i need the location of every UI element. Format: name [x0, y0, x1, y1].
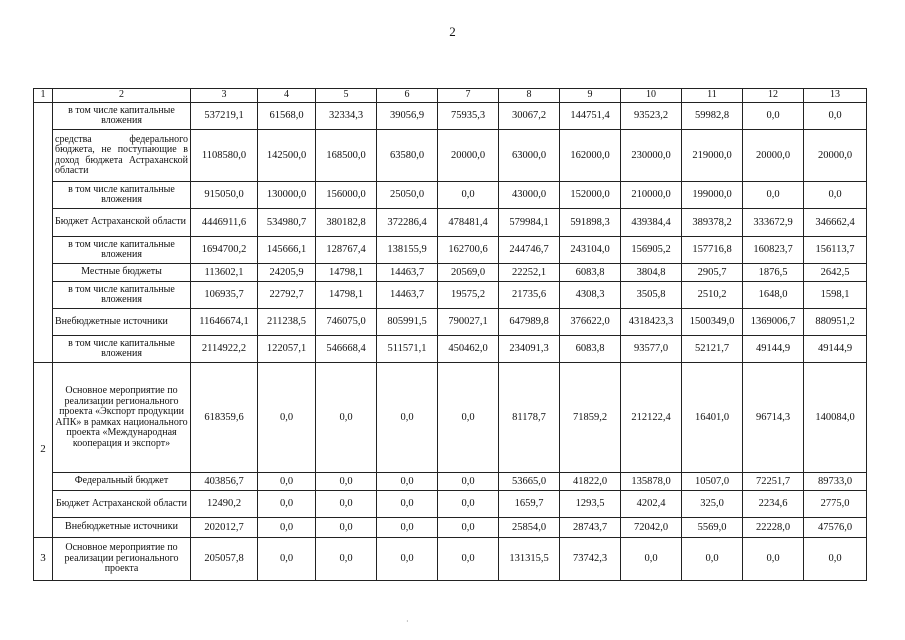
cell-value: 1598,1	[804, 282, 867, 309]
cell-value: 333672,9	[743, 209, 804, 237]
cell-value: 157716,8	[682, 237, 743, 264]
row-group-number: 3	[34, 538, 53, 581]
cell-value: 579984,1	[499, 209, 560, 237]
table-row	[34, 518, 867, 538]
cell-value: 1369006,7	[743, 309, 804, 336]
column-header: 13	[804, 89, 867, 103]
cell-value: 20569,0	[438, 264, 499, 282]
cell-value: 403856,7	[191, 473, 258, 491]
cell-value: 1659,7	[499, 491, 560, 518]
cell-value: 0,0	[258, 363, 316, 473]
cell-value: 0,0	[377, 491, 438, 518]
cell-value: 20000,0	[804, 130, 867, 182]
cell-value: 0,0	[377, 363, 438, 473]
cell-value: 106935,7	[191, 282, 258, 309]
cell-value: 2642,5	[804, 264, 867, 282]
cell-value: 156000,0	[316, 182, 377, 209]
row-label: в том числе капитальные вложения	[53, 182, 191, 209]
cell-value: 11646674,1	[191, 309, 258, 336]
cell-value: 2510,2	[682, 282, 743, 309]
table-row	[34, 264, 867, 282]
cell-value: 244746,7	[499, 237, 560, 264]
cell-value: 75935,3	[438, 103, 499, 130]
cell-value: 30067,2	[499, 103, 560, 130]
cell-value: 122057,1	[258, 336, 316, 363]
cell-value: 130000,0	[258, 182, 316, 209]
cell-value: 144751,4	[560, 103, 621, 130]
cell-value: 14798,1	[316, 264, 377, 282]
cell-value: 1500349,0	[682, 309, 743, 336]
cell-value: 546668,4	[316, 336, 377, 363]
column-header: 11	[682, 89, 743, 103]
cell-value: 19575,2	[438, 282, 499, 309]
column-header: 1	[34, 89, 53, 103]
cell-value: 6083,8	[560, 264, 621, 282]
column-header: 5	[316, 89, 377, 103]
cell-value: 0,0	[804, 103, 867, 130]
cell-value: 145666,1	[258, 237, 316, 264]
cell-value: 880951,2	[804, 309, 867, 336]
cell-value: 0,0	[258, 473, 316, 491]
cell-value: 1694700,2	[191, 237, 258, 264]
cell-value: 202012,7	[191, 518, 258, 538]
cell-value: 14798,1	[316, 282, 377, 309]
table-row	[34, 309, 867, 336]
cell-value: 53665,0	[499, 473, 560, 491]
column-header: 7	[438, 89, 499, 103]
cell-value: 22252,1	[499, 264, 560, 282]
cell-value: 142500,0	[258, 130, 316, 182]
cell-value: 199000,0	[682, 182, 743, 209]
cell-value: 243104,0	[560, 237, 621, 264]
cell-value: 0,0	[377, 538, 438, 581]
row-label: в том числе капитальные вложения	[53, 237, 191, 264]
cell-value: 72251,7	[743, 473, 804, 491]
cell-value: 47576,0	[804, 518, 867, 538]
row-label: Основное мероприятие по реализации регионального проекта «Экспорт продукции АПК» в рамках национального проекта «Международная кооперация и экспорт»	[53, 363, 191, 473]
cell-value: 647989,8	[499, 309, 560, 336]
cell-value: 128767,4	[316, 237, 377, 264]
cell-value: 0,0	[377, 518, 438, 538]
cell-value: 63580,0	[377, 130, 438, 182]
row-label: Основное мероприятие по реализации регионального проекта	[53, 538, 191, 581]
column-header: 10	[621, 89, 682, 103]
cell-value: 210000,0	[621, 182, 682, 209]
cell-value: 32334,3	[316, 103, 377, 130]
cell-value: 93577,0	[621, 336, 682, 363]
cell-value: 234091,3	[499, 336, 560, 363]
cell-value: 49144,9	[804, 336, 867, 363]
cell-value: 0,0	[377, 473, 438, 491]
cell-value: 0,0	[316, 538, 377, 581]
cell-value: 0,0	[743, 182, 804, 209]
row-label: в том числе капитальные вложения	[53, 336, 191, 363]
cell-value: 59982,8	[682, 103, 743, 130]
cell-value: 73742,3	[560, 538, 621, 581]
cell-value: 212122,4	[621, 363, 682, 473]
cell-value: 24205,9	[258, 264, 316, 282]
cell-value: 113602,1	[191, 264, 258, 282]
column-header: 9	[560, 89, 621, 103]
cell-value: 25050,0	[377, 182, 438, 209]
cell-value: 81178,7	[499, 363, 560, 473]
cell-value: 3505,8	[621, 282, 682, 309]
cell-value: 389378,2	[682, 209, 743, 237]
budget-table	[33, 88, 867, 581]
table-row	[34, 237, 867, 264]
cell-value: 138155,9	[377, 237, 438, 264]
cell-value: 0,0	[743, 103, 804, 130]
cell-value: 21735,6	[499, 282, 560, 309]
cell-value: 156113,7	[804, 237, 867, 264]
cell-value: 746075,0	[316, 309, 377, 336]
cell-value: 43000,0	[499, 182, 560, 209]
row-label: Федеральный бюджет	[53, 473, 191, 491]
cell-value: 0,0	[438, 491, 499, 518]
cell-value: 131315,5	[499, 538, 560, 581]
column-header: 2	[53, 89, 191, 103]
cell-value: 0,0	[258, 518, 316, 538]
table-row	[34, 363, 867, 473]
table-row	[34, 182, 867, 209]
column-header-row	[34, 89, 867, 103]
row-group-number	[34, 103, 53, 363]
cell-value: 219000,0	[682, 130, 743, 182]
cell-value: 0,0	[438, 518, 499, 538]
table-row	[34, 103, 867, 130]
table-row	[34, 209, 867, 237]
cell-value: 25854,0	[499, 518, 560, 538]
cell-value: 0,0	[316, 518, 377, 538]
cell-value: 5569,0	[682, 518, 743, 538]
cell-value: 93523,2	[621, 103, 682, 130]
table-row	[34, 491, 867, 518]
cell-value: 4308,3	[560, 282, 621, 309]
cell-value: 152000,0	[560, 182, 621, 209]
cell-value: 89733,0	[804, 473, 867, 491]
cell-value: 0,0	[438, 538, 499, 581]
cell-value: 0,0	[438, 473, 499, 491]
row-label: Местные бюджеты	[53, 264, 191, 282]
cell-value: 0,0	[621, 538, 682, 581]
cell-value: 96714,3	[743, 363, 804, 473]
column-header: 8	[499, 89, 560, 103]
table-row	[34, 130, 867, 182]
cell-value: 71859,2	[560, 363, 621, 473]
cell-value: 2775,0	[804, 491, 867, 518]
column-header: 12	[743, 89, 804, 103]
cell-value: 39056,9	[377, 103, 438, 130]
cell-value: 14463,7	[377, 282, 438, 309]
cell-value: 49144,9	[743, 336, 804, 363]
cell-value: 22228,0	[743, 518, 804, 538]
cell-value: 915050,0	[191, 182, 258, 209]
cell-value: 325,0	[682, 491, 743, 518]
cell-value: 4202,4	[621, 491, 682, 518]
cell-value: 1876,5	[743, 264, 804, 282]
cell-value: 591898,3	[560, 209, 621, 237]
page-number: 2	[449, 24, 456, 39]
cell-value: 0,0	[682, 538, 743, 581]
cell-value: 168500,0	[316, 130, 377, 182]
cell-value: 0,0	[258, 538, 316, 581]
cell-value: 140084,0	[804, 363, 867, 473]
cell-value: 2234,6	[743, 491, 804, 518]
cell-value: 22792,7	[258, 282, 316, 309]
row-group-number: 2	[34, 363, 53, 538]
row-label: Бюджет Астраханской области	[53, 209, 191, 237]
cell-value: 372286,4	[377, 209, 438, 237]
cell-value: 376622,0	[560, 309, 621, 336]
cell-value: 156905,2	[621, 237, 682, 264]
cell-value: 2114922,2	[191, 336, 258, 363]
row-label: средства федерального бюджета, не поступающие в доход бюджета Астраханской области	[53, 130, 191, 182]
cell-value: 618359,6	[191, 363, 258, 473]
cell-value: 380182,8	[316, 209, 377, 237]
cell-value: 0,0	[258, 491, 316, 518]
cell-value: 450462,0	[438, 336, 499, 363]
cell-value: 478481,4	[438, 209, 499, 237]
cell-value: 534980,7	[258, 209, 316, 237]
cell-value: 20000,0	[438, 130, 499, 182]
cell-value: 2905,7	[682, 264, 743, 282]
cell-value: 4446911,6	[191, 209, 258, 237]
cell-value: 0,0	[743, 538, 804, 581]
column-header: 4	[258, 89, 316, 103]
cell-value: 0,0	[316, 473, 377, 491]
cell-value: 0,0	[438, 363, 499, 473]
cell-value: 1648,0	[743, 282, 804, 309]
cell-value: 6083,8	[560, 336, 621, 363]
cell-value: 41822,0	[560, 473, 621, 491]
row-label: Внебюджетные источники	[53, 518, 191, 538]
cell-value: 790027,1	[438, 309, 499, 336]
cell-value: 346662,4	[804, 209, 867, 237]
cell-value: 0,0	[316, 363, 377, 473]
cell-value: 52121,7	[682, 336, 743, 363]
cell-value: 537219,1	[191, 103, 258, 130]
cell-value: 28743,7	[560, 518, 621, 538]
table-row	[34, 282, 867, 309]
cell-value: 439384,4	[621, 209, 682, 237]
row-label: Бюджет Астраханской области	[53, 491, 191, 518]
cell-value: 72042,0	[621, 518, 682, 538]
table-row	[34, 336, 867, 363]
cell-value: 230000,0	[621, 130, 682, 182]
column-header: 6	[377, 89, 438, 103]
table-row	[34, 538, 867, 581]
table-row	[34, 473, 867, 491]
cell-value: 805991,5	[377, 309, 438, 336]
cell-value: 162700,6	[438, 237, 499, 264]
row-label: в том числе капитальные вложения	[53, 282, 191, 309]
cell-value: 211238,5	[258, 309, 316, 336]
cell-value: 0,0	[438, 182, 499, 209]
cell-value: 1108580,0	[191, 130, 258, 182]
cell-value: 511571,1	[377, 336, 438, 363]
cell-value: 63000,0	[499, 130, 560, 182]
row-label: Внебюджетные источники	[53, 309, 191, 336]
cell-value: 61568,0	[258, 103, 316, 130]
cell-value: 0,0	[804, 538, 867, 581]
cell-value: 12490,2	[191, 491, 258, 518]
scan-mark: ·	[406, 617, 409, 626]
cell-value: 162000,0	[560, 130, 621, 182]
cell-value: 16401,0	[682, 363, 743, 473]
cell-value: 135878,0	[621, 473, 682, 491]
column-header: 3	[191, 89, 258, 103]
cell-value: 0,0	[316, 491, 377, 518]
cell-value: 10507,0	[682, 473, 743, 491]
cell-value: 160823,7	[743, 237, 804, 264]
cell-value: 3804,8	[621, 264, 682, 282]
cell-value: 0,0	[804, 182, 867, 209]
cell-value: 14463,7	[377, 264, 438, 282]
cell-value: 1293,5	[560, 491, 621, 518]
cell-value: 20000,0	[743, 130, 804, 182]
cell-value: 4318423,3	[621, 309, 682, 336]
row-label: в том числе капитальные вложения	[53, 103, 191, 130]
cell-value: 205057,8	[191, 538, 258, 581]
